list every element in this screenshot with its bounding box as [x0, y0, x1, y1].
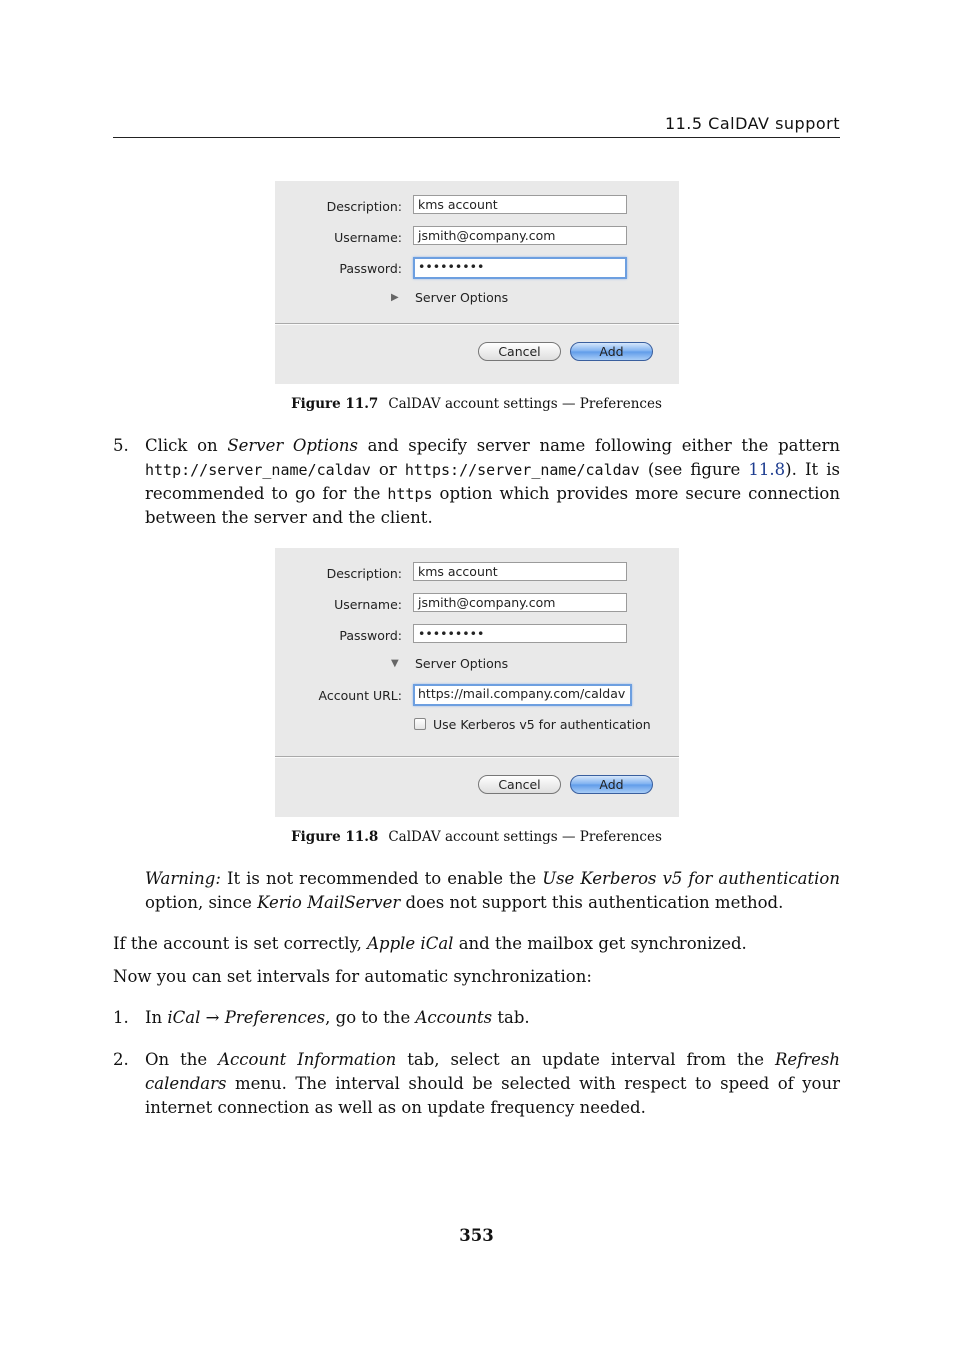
kerberos-checkbox-label[interactable]: Use Kerberos v5 for authentication — [433, 717, 651, 732]
figure-caption — [113, 829, 840, 845]
list-number: 2. — [113, 1050, 129, 1069]
description-input[interactable]: kms account — [413, 195, 627, 214]
caption-number: Figure 11.8 — [291, 829, 379, 845]
caption-number: Figure 11.7 — [291, 396, 379, 412]
figure-11-8-dialog — [275, 548, 679, 817]
warning-paragraph: Warning: It is not recommended to enable the Use Kerberos v5 for authentication option, since Kerio MailServer does not support this authentication method. — [145, 869, 840, 912]
page-number: 353 — [459, 1226, 494, 1245]
username-label: Username: — [334, 230, 402, 245]
divider — [275, 323, 679, 324]
caption-text: CalDAV account settings — Preferences — [388, 396, 662, 412]
step-5-text: Click on Server Options and specify server name following either the pattern http://server_name/caldav or https://server_name/caldav (see figure 11.8). It is recommended to go for the https option which provides more secure connection between the server and the client. — [145, 436, 841, 527]
cancel-button[interactable]: Cancel — [478, 342, 561, 361]
add-button[interactable]: Add — [570, 342, 653, 361]
server-options-label[interactable]: Server Options — [415, 656, 509, 671]
list-number: 5. — [113, 436, 129, 455]
divider — [275, 756, 679, 757]
description-label: Description: — [326, 199, 402, 214]
password-label: Password: — [339, 261, 402, 276]
account-url-input[interactable]: https://mail.company.com/caldav — [413, 684, 632, 706]
step-2-text: On the Account Information tab, select an update interval from the Refresh calendars menu. The interval should be selected with respect to speed of your internet connection as well as on update frequency needed. — [145, 1050, 840, 1117]
username-label: Username: — [334, 597, 402, 612]
running-header: 11.5 CalDAV support — [113, 114, 840, 138]
disclosure-triangle-icon[interactable]: ▶ — [391, 292, 399, 303]
paragraph: Now you can set intervals for automatic synchronization: — [113, 967, 592, 986]
add-button[interactable]: Add — [570, 775, 653, 794]
step-1-text: In iCal → Preferences, go to the Accounts tab. — [145, 1008, 530, 1027]
disclosure-triangle-icon[interactable]: ▼ — [391, 658, 399, 669]
password-label: Password: — [339, 628, 402, 643]
password-input[interactable]: ••••••••• — [413, 257, 627, 279]
description-label: Description: — [326, 566, 402, 581]
kerberos-checkbox[interactable] — [414, 718, 426, 730]
paragraph: If the account is set correctly, Apple iCal and the mailbox get synchronized. — [113, 934, 747, 953]
username-input[interactable]: jsmith@company.com — [413, 226, 627, 245]
cancel-button[interactable]: Cancel — [478, 775, 561, 794]
description-input[interactable]: kms account — [413, 562, 627, 581]
caption-text: CalDAV account settings — Preferences — [388, 829, 662, 845]
figure-link[interactable]: 11.8 — [748, 460, 786, 479]
figure-caption — [113, 396, 840, 412]
list-number: 1. — [113, 1008, 129, 1027]
figure-11-7-dialog — [275, 181, 679, 384]
server-options-label[interactable]: Server Options — [415, 290, 509, 305]
username-input[interactable]: jsmith@company.com — [413, 593, 627, 612]
password-input[interactable]: ••••••••• — [413, 624, 627, 643]
account-url-label: Account URL: — [318, 688, 402, 703]
